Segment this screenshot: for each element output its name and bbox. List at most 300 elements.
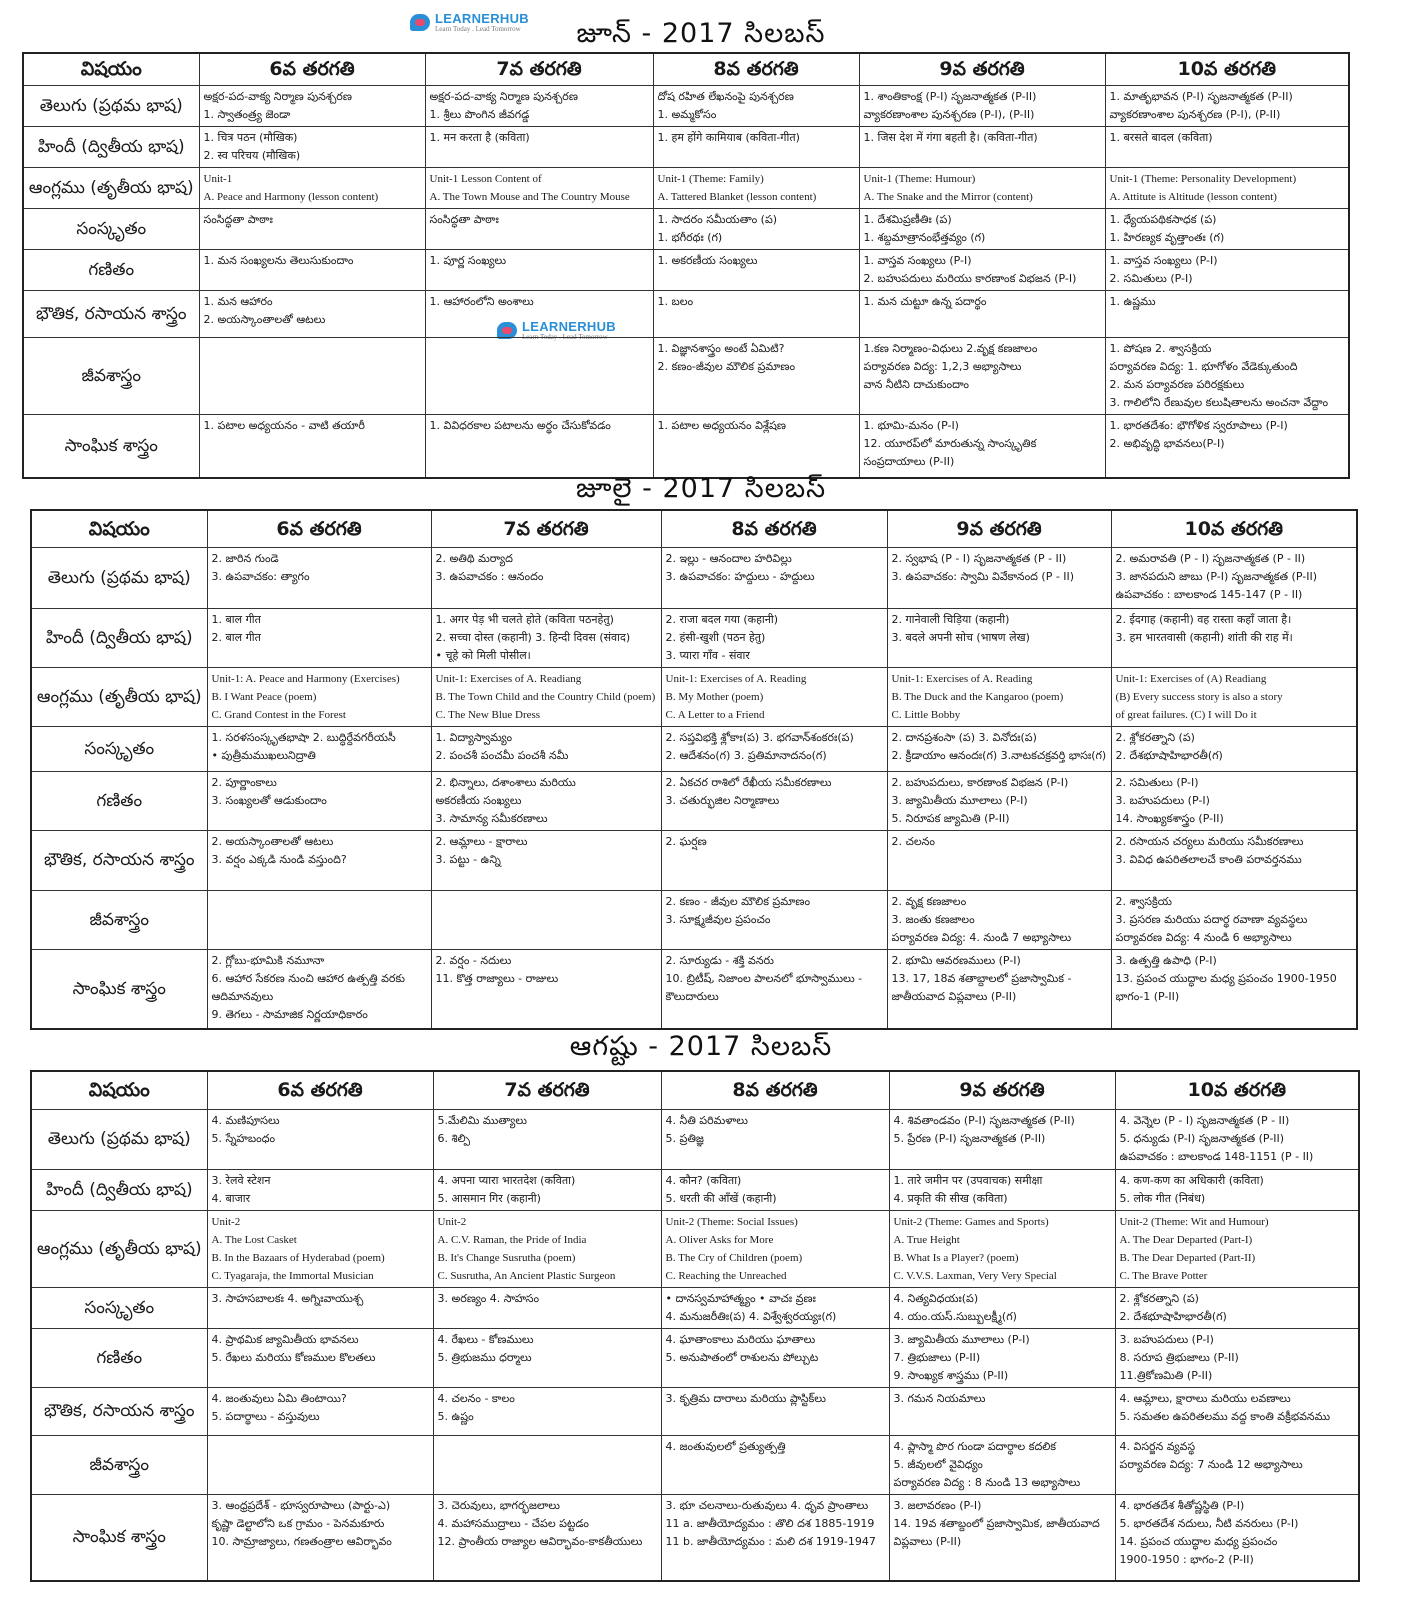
syllabus-cell — [661, 1494, 889, 1581]
syllabus-line: 1. ఆహారంలోని అంశాలు — [429, 294, 534, 308]
syllabus-line: 2. गानेवाली चिड़िया (कहानी) — [891, 612, 1010, 626]
subject-name: గణితం — [23, 249, 199, 290]
syllabus-line: 11 a. జాతీయోద్యమం : తొలి దశ 1885-1919 — [665, 1516, 875, 1530]
syllabus-line: B. It's Change Susrutha (poem) — [437, 1251, 576, 1264]
syllabus-cell — [889, 1109, 1115, 1169]
syllabus-line: 3. प्यारा गाँव - संवार — [665, 648, 750, 662]
syllabus-line: 11. కొత్త రాజ్యాలు - రాజులు — [435, 971, 559, 985]
syllabus-line: 2. భిన్నాలు, దశాంశాలు మరియు — [435, 775, 576, 789]
syllabus-cell — [1111, 890, 1357, 949]
syllabus-table — [30, 509, 1358, 1030]
syllabus-line: Unit-2 — [211, 1215, 241, 1228]
syllabus-cell — [859, 208, 1105, 249]
syllabus-line: 4. कण-कण का अधिकारी (कविता) — [1119, 1173, 1264, 1187]
syllabus-cell — [431, 830, 661, 890]
syllabus-line: 2. జారిన గుండె — [211, 551, 279, 565]
syllabus-line: అక్షర-పద-వాక్య నిర్మాణ పునశ్చరణ — [203, 89, 352, 103]
syllabus-cell — [1105, 208, 1349, 249]
subject-name: సంస్కృతం — [23, 208, 199, 249]
syllabus-line: C. Tyagaraja, the Immortal Musician — [211, 1269, 374, 1282]
syllabus-line: 5. త్రిభుజము ధర్మాలు — [437, 1350, 532, 1364]
syllabus-line: B. The Cry of Children (poem) — [665, 1251, 803, 1264]
syllabus-line: 2. బహుపదులు మరియు కారణాంక విభజన (P-I) — [863, 271, 1077, 285]
syllabus-cell — [889, 1210, 1115, 1287]
syllabus-line: 3. रेलवे स्टेशन — [211, 1173, 271, 1187]
syllabus-cell — [661, 1328, 889, 1387]
syllabus-line: 1. बरसते बादल (कविता) — [1109, 130, 1213, 144]
syllabus-cell — [653, 167, 859, 208]
syllabus-cell — [889, 1387, 1115, 1435]
syllabus-cell — [433, 1287, 661, 1328]
syllabus-line: Unit-2 — [437, 1215, 467, 1228]
subject-name: హిందీ (ద్వితీయ భాష) — [31, 608, 207, 667]
syllabus-cell — [859, 85, 1105, 126]
class-header: 7వ తరగతి — [425, 53, 653, 85]
syllabus-line: 8. సరూప త్రిభుజాలు (P-II) — [1119, 1350, 1239, 1364]
syllabus-line: 4. శివతాండవం (P-I) సృజనాత్మకత (P-II) — [893, 1113, 1075, 1127]
syllabus-line: 2. ईदगाह (कहानी) वह रास्ता कहाँ जाता है। — [1115, 612, 1292, 626]
syllabus-cell — [207, 667, 431, 726]
syllabus-line: 3. గమన నియమాలు — [893, 1391, 986, 1405]
syllabus-cell — [431, 667, 661, 726]
syllabus-cell — [207, 1387, 433, 1435]
syllabus-line: 2. రసాయన చర్యలు మరియు సమీకరణాలు — [1115, 834, 1304, 848]
syllabus-line: A. The Snake and the Mirror (content) — [863, 190, 1033, 203]
syllabus-line: 1. విజ్ఞానశాస్త్రం అంటే ఏమిటి? — [657, 341, 785, 355]
syllabus-line: 1. బలం — [657, 294, 694, 308]
syllabus-line: పర్యావరణ విద్య: 4 నుండి 6 అభ్యాసాలు — [1115, 930, 1292, 944]
syllabus-line: 1. దేశమిప్రణీతిః (ప) — [863, 212, 952, 226]
syllabus-line: 4. अपना प्यारा भारतदेश (कविता) — [437, 1173, 576, 1187]
syllabus-line: 1. बाल गीत — [211, 612, 261, 626]
syllabus-line: 5. భారతదేశ నదులు, నీటి వనరులు (P-I) — [1119, 1516, 1299, 1530]
syllabus-line: 2. కణం - జీవుల మౌలిక ప్రమాణం — [665, 894, 811, 908]
syllabus-line: 10. బ్రిటీష్, నిజాంల పాలనలో భూస్వాములు - — [665, 971, 863, 985]
syllabus-cell — [661, 1109, 889, 1169]
syllabus-cell — [887, 949, 1111, 1029]
syllabus-line: కౌలుదారులు — [665, 989, 719, 1003]
syllabus-cell — [887, 608, 1111, 667]
syllabus-cell — [859, 167, 1105, 208]
syllabus-line: 2. సమితులు (P-I) — [1115, 775, 1199, 789]
syllabus-line: 2. భూమి ఆవరణములు (P-I) — [891, 953, 1021, 967]
syllabus-line: Unit-1 Lesson Content of — [429, 172, 542, 185]
syllabus-cell — [199, 208, 425, 249]
syllabus-line: 3. ఉత్పత్తి ఉపాధి (P-I) — [1115, 953, 1217, 967]
syllabus-line: 4. మణిపూసలు — [211, 1113, 280, 1127]
syllabus-line: 1. వాస్తవ సంఖ్యలు (P-I) — [863, 253, 972, 267]
syllabus-line: 2. ఆదేశనం(గ) 3. ప్రతిమానాదనం(గ) — [665, 748, 827, 762]
syllabus-line: 2. చలనం — [891, 834, 935, 848]
syllabus-line: A. Tattered Blanket (lesson content) — [657, 190, 817, 203]
syllabus-line: సంసిద్ధతా పాఠాః — [203, 212, 273, 226]
syllabus-cell — [661, 1210, 889, 1287]
syllabus-line: A. C.V. Raman, the Pride of India — [437, 1233, 587, 1246]
syllabus-line: Unit-1: A. Peace and Harmony (Exercises) — [211, 672, 400, 685]
syllabus-line: A. True Height — [893, 1233, 960, 1246]
syllabus-line: • चूहे को मिली पोसील। — [435, 648, 531, 662]
syllabus-line: C. V.V.S. Laxman, Very Very Special — [893, 1269, 1057, 1282]
syllabus-line: 4. జంతువులలో ప్రత్యుత్పత్తి — [665, 1439, 786, 1453]
syllabus-cell — [1105, 414, 1349, 478]
syllabus-line: 1. వివిధరకాల పటాలను అర్థం చేసుకోవడం — [429, 418, 611, 432]
syllabus-line: 2. సప్తవిభక్తి శ్లోకాః(ప) 3. భగవాన్‌శంకరః(ప) — [665, 730, 854, 744]
syllabus-cell — [1105, 85, 1349, 126]
syllabus-cell — [1111, 726, 1357, 771]
syllabus-line: 5. धरती की आँखें (कहानी) — [665, 1191, 777, 1205]
syllabus-line: 1. శాంతికాంక్ష (P-I) సృజనాత్మకత (P-II) — [863, 89, 1037, 103]
header-row — [31, 510, 1357, 547]
syllabus-cell — [661, 771, 887, 830]
syllabus-cell — [433, 1169, 661, 1210]
subject-header: విషయం — [31, 510, 207, 547]
syllabus-cell — [425, 249, 653, 290]
syllabus-line: 2. స్వభాష (P - I) సృజనాత్మకత (P - II) — [891, 551, 1067, 565]
syllabus-line: Unit-1 (Theme: Humour) — [863, 172, 976, 185]
syllabus-line: 4. మహాసముద్రాలు - చేపల పట్టడం — [437, 1516, 590, 1530]
syllabus-line: 4. భారతదేశ శీతోష్ణస్థితి (P-I) — [1119, 1498, 1245, 1512]
syllabus-line: 2. శ్వాసక్రియ — [1115, 894, 1172, 908]
subject-name: గణితం — [31, 1328, 207, 1387]
syllabus-line: 13. 17, 18వ శతాబ్దాలలో ప్రజాస్వామిక - — [891, 971, 1072, 985]
syllabus-line: Unit-1: Exercises of (A) Readiang — [1115, 672, 1267, 685]
syllabus-cell — [859, 290, 1105, 337]
subject-row — [31, 1109, 1359, 1169]
syllabus-line: 4. విసర్జన వ్యవస్థ — [1119, 1439, 1196, 1453]
syllabus-cell — [661, 1435, 889, 1494]
syllabus-line: 3. జానపదుని జాబు (P-I) సృజనాత్మకత (P-II) — [1115, 569, 1317, 583]
syllabus-line: 3. కృత్రిమ దారాలు మరియు ప్లాస్టిక్‌లు — [665, 1391, 826, 1405]
syllabus-cell — [207, 608, 431, 667]
syllabus-line: 5. నిరూపక జ్యామితి (P-II) — [891, 811, 1010, 825]
subject-row — [23, 167, 1349, 208]
syllabus-line: సంసిద్ధతా పాఠాః — [429, 212, 499, 226]
syllabus-line: 1. మన ఆహారం — [203, 294, 273, 308]
class-header: 8వ తరగతి — [653, 53, 859, 85]
syllabus-cell — [1105, 167, 1349, 208]
syllabus-line: 2. ఆమ్లాలు - క్షారాలు — [435, 834, 528, 848]
header-row — [23, 53, 1349, 85]
syllabus-cell — [433, 1387, 661, 1435]
syllabus-line: 2. स्व परिचय (मौखिक) — [203, 148, 301, 162]
subject-name: భౌతిక, రసాయన శాస్త్రం — [31, 830, 207, 890]
subject-row — [23, 208, 1349, 249]
syllabus-line: of great failures. (C) I will Do it — [1115, 708, 1257, 721]
syllabus-cell — [653, 337, 859, 414]
syllabus-cell — [207, 1109, 433, 1169]
syllabus-cell — [433, 1435, 661, 1494]
syllabus-cell — [425, 208, 653, 249]
class-header: 10వ తరగతి — [1115, 1071, 1359, 1109]
logo-tagline: Learn Today . Lead Tomorrow — [435, 25, 521, 33]
syllabus-cell — [199, 337, 425, 414]
syllabus-line: ఉపవాచకం : బాలకాండ 145-147 (P - II) — [1115, 587, 1303, 601]
syllabus-line: 3. బహుపదులు (P-I) — [1119, 1332, 1214, 1346]
syllabus-cell — [433, 1109, 661, 1169]
subject-row — [31, 1287, 1359, 1328]
subject-name: భౌతిక, రసాయన శాస్త్రం — [23, 290, 199, 337]
syllabus-line: 4. మనుజరీతిః(ప) 4. విశ్వేశ్వరయ్యః(గ) — [665, 1309, 837, 1323]
syllabus-line: 2. దానప్రశంసా (ప) 3. వినోదః(ప) — [891, 730, 1037, 744]
syllabus-line: 1. మాతృభావన (P-I) సృజనాత్మకత (P-II) — [1109, 89, 1293, 103]
syllabus-line: 3. వర్షం ఎక్కడి నుండి వస్తుంది? — [211, 852, 347, 866]
syllabus-cell — [1115, 1494, 1359, 1581]
syllabus-line: 6. శిల్పి — [437, 1131, 471, 1145]
syllabus-line: 4. ఆమ్లాలు, క్షారాలు మరియు లవణాలు — [1119, 1391, 1291, 1405]
syllabus-line: 1. సరళసంస్కృతభాషా 2. బుద్ధిర్దేవగరీయసీ — [211, 730, 396, 744]
syllabus-line: A. Peace and Harmony (lesson content) — [203, 190, 379, 203]
syllabus-line: దోష రహిత లేఖనంపై పునశ్చరణ — [657, 89, 794, 103]
syllabus-line: 2. శ్లోకరత్నాని (ప) — [1119, 1291, 1199, 1305]
syllabus-cell — [653, 414, 859, 478]
syllabus-cell — [887, 771, 1111, 830]
syllabus-cell — [859, 414, 1105, 478]
syllabus-line: 2. కణం-జీవుల మౌలిక ప్రమాణం — [657, 359, 796, 373]
syllabus-cell — [889, 1169, 1115, 1210]
syllabus-line: 12. ప్రాంతీయ రాజ్యాల ఆవిర్భావం-కాకతీయులు — [437, 1534, 643, 1548]
syllabus-cell — [661, 1387, 889, 1435]
class-header: 8వ తరగతి — [661, 1071, 889, 1109]
syllabus-cell — [207, 1287, 433, 1328]
syllabus-line: 2. వృక్ష కణజాలం — [891, 894, 967, 908]
subject-name: హిందీ (ద్వితీయ భాష) — [23, 126, 199, 167]
syllabus-line: 12. యూరప్‌లో మారుతున్న సాంస్కృతిక — [863, 436, 1037, 450]
syllabus-cell — [199, 414, 425, 478]
syllabus-cell — [1105, 249, 1349, 290]
syllabus-table — [22, 52, 1350, 479]
syllabus-line: 5. స్నేహబంధం — [211, 1131, 276, 1145]
syllabus-line: 5. అనుపాతంలో రాశులను పోల్చుట — [665, 1350, 819, 1364]
subject-name: జీవశాస్త్రం — [31, 1435, 207, 1494]
syllabus-cell — [653, 85, 859, 126]
syllabus-cell — [1111, 830, 1357, 890]
syllabus-line: పర్యావరణ విద్య : 8 నుండి 13 అభ్యాసాలు — [893, 1475, 1081, 1489]
syllabus-cell — [425, 126, 653, 167]
subject-name: సాంఘిక శాస్త్రం — [31, 949, 207, 1029]
syllabus-cell — [661, 547, 887, 608]
syllabus-line: Unit-1: Exercises of A. Reading — [891, 672, 1033, 685]
syllabus-cell — [1115, 1210, 1359, 1287]
syllabus-line: అక్షర-పద-వాక్య నిర్మాణ పునశ్చరణ — [429, 89, 578, 103]
syllabus-line: C. Reaching the Unreached — [665, 1269, 787, 1282]
syllabus-line: 2. శ్లోకరత్నాని (ప) — [1115, 730, 1195, 744]
syllabus-line: C. Little Bobby — [891, 708, 961, 721]
subject-name: తెలుగు (ప్రథమ భాష) — [31, 1109, 207, 1169]
syllabus-cell — [207, 1435, 433, 1494]
syllabus-line: 5. ధన్యుడు (P-I) సృజనాత్మకత (P-II) — [1119, 1131, 1285, 1145]
subject-name: గణితం — [31, 771, 207, 830]
subject-name: ఆంగ్లము (తృతీయ భాష) — [31, 1210, 207, 1287]
syllabus-cell — [1111, 667, 1357, 726]
syllabus-line: 1. चित्र पठन (मौखिक) — [203, 130, 298, 144]
subject-row — [31, 1328, 1359, 1387]
syllabus-cell — [1115, 1387, 1359, 1435]
syllabus-cell — [887, 547, 1111, 608]
class-header: 9వ తరగతి — [889, 1071, 1115, 1109]
syllabus-line: 11 b. జాతీయోద్యమం : మలి దశ 1919-1947 — [665, 1534, 876, 1548]
syllabus-line: పర్యావరణ విద్య: 1,2,3 అభ్యాసాలు — [863, 359, 1022, 373]
syllabus-cell — [889, 1287, 1115, 1328]
syllabus-cell — [207, 890, 431, 949]
syllabus-line: 3. సాహసబాలకః 4. అగ్నిఃవాయుశ్చ — [211, 1291, 364, 1305]
syllabus-line: 5. आसमान गिर (कहानी) — [437, 1191, 541, 1205]
syllabus-line: 3. ఉపవాచకం: స్వామి వివేకానంద (P - II) — [891, 569, 1075, 583]
syllabus-line: 2. సూర్యుడు - శక్తి వనరు — [665, 953, 774, 967]
syllabus-line: 4. రేఖలు - కోణములు — [437, 1332, 534, 1346]
syllabus-line: 3. ప్రసరణ మరియు పదార్థ రవాణా వ్యవస్థలు — [1115, 912, 1308, 926]
syllabus-cell — [1111, 608, 1357, 667]
syllabus-line: 2. క్రీడాయాం ఆనందః(గ) 3.నాటకచక్రవర్తి భాసః(గ) — [891, 748, 1107, 762]
subject-name: సాంఘిక శాస్త్రం — [23, 414, 199, 478]
syllabus-cell — [431, 949, 661, 1029]
syllabus-line: 2. గ్లోబు-భూమికి నమూనా — [211, 953, 325, 967]
syllabus-line: 1.కణ నిర్మాణం-విధులు 2.వృక్ష కణజాలం — [863, 341, 1038, 355]
syllabus-cell — [889, 1435, 1115, 1494]
syllabus-cell — [1115, 1169, 1359, 1210]
syllabus-line: కృష్ణా డెల్టాలోని ఒక గ్రామం - పెనమకూరు — [211, 1516, 385, 1530]
class-header: 8వ తరగతి — [661, 510, 887, 547]
subject-row — [23, 414, 1349, 478]
section-title: జూన్ - 2017 సిలబస్ — [576, 18, 826, 49]
section-title: జూలై - 2017 సిలబస్ — [575, 473, 827, 504]
syllabus-cell — [207, 1328, 433, 1387]
syllabus-line: 6. ఆహార సేకరణ నుంచి ఆహార ఉత్పత్తి వరకు — [211, 971, 405, 985]
syllabus-cell — [859, 249, 1105, 290]
syllabus-line: 1. अगर पेड़ भी चलते होते (कविता पठनहेतु) — [435, 612, 614, 626]
syllabus-line: 2. ఇల్లు - ఆనందాల హరివిల్లు — [665, 551, 792, 565]
syllabus-line: 1. जिस देश में गंगा बहती है। (कविता-गीत) — [863, 130, 1038, 144]
syllabus-line: 1. పటాల అధ్యయనం విశ్లేషణ — [657, 418, 786, 432]
syllabus-line: వాన నీటిని దాచుకుందాం — [863, 377, 969, 391]
syllabus-cell — [431, 771, 661, 830]
syllabus-line: 5. लोक गीत (निबंध) — [1119, 1191, 1206, 1205]
syllabus-cell — [207, 949, 431, 1029]
syllabus-line: A. The Town Mouse and The Country Mouse — [429, 190, 630, 203]
syllabus-line: 4. చలనం - కాలం — [437, 1391, 515, 1405]
subject-row — [31, 1210, 1359, 1287]
syllabus-cell — [425, 167, 653, 208]
syllabus-line: 5. ఉష్ణం — [437, 1409, 474, 1423]
syllabus-line: 2. बाल गीत — [211, 630, 261, 644]
syllabus-line: 1. పూర్ణ సంఖ్యలు — [429, 253, 507, 267]
syllabus-cell — [425, 290, 653, 337]
class-header: 10వ తరగతి — [1111, 510, 1357, 547]
subject-row — [31, 949, 1357, 1029]
syllabus-line: 10. సామ్రాజ్యాలు, గణతంత్రాల ఆవిర్భావం — [211, 1534, 392, 1548]
syllabus-cell — [207, 771, 431, 830]
syllabus-line: 2. బహుపదులు, కారణాంక విభజన (P-I) — [891, 775, 1069, 789]
syllabus-cell — [889, 1494, 1115, 1581]
syllabus-line: 5. సమతల ఉపరితలము వద్ద కాంతి వక్రీభవనము — [1119, 1409, 1331, 1423]
syllabus-line: 1. हम होंगे कामियाब (कविता-गीत) — [657, 130, 800, 144]
syllabus-line: (B) Every success story is also a story — [1115, 690, 1283, 703]
syllabus-line: 1. మన సంఖ్యలను తెలుసుకుందాం — [203, 253, 354, 267]
syllabus-line: B. My Mother (poem) — [665, 690, 764, 703]
syllabus-line: 4. యం.యస్.సుబ్బులక్ష్మీ(గ) — [893, 1309, 1017, 1323]
syllabus-line: 3. పట్టు - ఉన్ని — [435, 852, 501, 866]
syllabus-cell — [661, 1287, 889, 1328]
syllabus-cell — [1111, 547, 1357, 608]
subject-name: ఆంగ్లము (తృతీయ భాష) — [31, 667, 207, 726]
subject-name: సంస్కృతం — [31, 726, 207, 771]
syllabus-line: 2. అమరావతి (P - I) సృజనాత్మకత (P - II) — [1115, 551, 1306, 565]
syllabus-line: B. The Dear Departed (Part-II) — [1119, 1251, 1256, 1264]
header-row — [31, 1071, 1359, 1109]
subject-name: జీవశాస్త్రం — [31, 890, 207, 949]
syllabus-line: సంప్రదాయాలు (P-II) — [863, 454, 955, 468]
syllabus-line: 2. राजा बदल गया (कहानी) — [665, 612, 779, 626]
syllabus-line: ఉపవాచకం : బాలకాండ 148-1151 (P - II) — [1119, 1149, 1314, 1163]
syllabus-line: 3. అరణ్యం 4. సాహసం — [437, 1291, 540, 1305]
syllabus-cell — [661, 830, 887, 890]
syllabus-cell — [207, 1169, 433, 1210]
syllabus-cell — [1111, 771, 1357, 830]
subject-name: హిందీ (ద్వితీయ భాష) — [31, 1169, 207, 1210]
subject-row — [23, 249, 1349, 290]
syllabus-line: 1. तारे जमीन पर (उपवाचक) समीक्षा — [893, 1173, 1043, 1187]
syllabus-line: 4. నీతి పరిమళాలు — [665, 1113, 748, 1127]
syllabus-table — [30, 1070, 1360, 1582]
syllabus-line: 2. సమితులు (P-I) — [1109, 271, 1193, 285]
syllabus-line: 14. సాంఖ్యకశాస్త్రం (P-II) — [1115, 811, 1224, 825]
syllabus-line: 4. జంతువులు ఏమి తింటాయి? — [211, 1391, 347, 1405]
syllabus-cell — [653, 249, 859, 290]
subject-row — [31, 726, 1357, 771]
syllabus-line: 3. గాలిలోని రేణువుల కలుషితాలను అంచనా వేద్దాం — [1109, 395, 1329, 409]
syllabus-line: B. In the Bazaars of Hyderabad (poem) — [211, 1251, 385, 1264]
syllabus-line: 3. జ్యామితీయ మూలాలు (P-I) — [891, 793, 1028, 807]
syllabus-line: 1. పోషణ 2. శ్వాసక్రియ — [1109, 341, 1212, 355]
syllabus-line: 9. తెగలు - సామాజిక నిర్ణయాధికారం — [211, 1007, 368, 1021]
syllabus-line: 3. बदले अपनी सोच (भाषण लेख) — [891, 630, 1030, 644]
syllabus-line: విప్లవాలు (P-II) — [893, 1534, 962, 1548]
syllabus-line: 1. శ్రీలు పొంగిన జీవగడ్డ — [429, 107, 530, 121]
syllabus-cell — [661, 667, 887, 726]
class-header: 6వ తరగతి — [207, 1071, 433, 1109]
syllabus-line: Unit-2 (Theme: Wit and Humour) — [1119, 1215, 1269, 1228]
syllabus-cell — [889, 1328, 1115, 1387]
syllabus-cell — [199, 167, 425, 208]
syllabus-line: 14. ప్రపంచ యుద్ధాల మధ్య ప్రపంచం — [1119, 1534, 1278, 1548]
subject-row — [31, 1387, 1359, 1435]
syllabus-line: 2. అతిథి మర్యాద — [435, 551, 513, 565]
syllabus-line: పర్యావరణ విద్య: 1. భూగోళం వేడెక్కుతుంది — [1109, 359, 1298, 373]
syllabus-line: 1. భూమి-మనం (P-I) — [863, 418, 959, 432]
syllabus-line: Unit-1 — [203, 172, 233, 185]
syllabus-cell — [207, 830, 431, 890]
syllabus-cell — [887, 890, 1111, 949]
syllabus-line: A. Oliver Asks for More — [665, 1233, 774, 1246]
syllabus-cell — [431, 608, 661, 667]
subject-row — [23, 290, 1349, 337]
syllabus-line: B. What Is a Player? (poem) — [893, 1251, 1019, 1264]
syllabus-cell — [425, 85, 653, 126]
syllabus-line: పర్యావరణ విద్య: 7 నుండి 12 అభ్యాసాలు — [1119, 1457, 1303, 1471]
syllabus-cell — [431, 726, 661, 771]
class-header: 7వ తరగతి — [433, 1071, 661, 1109]
syllabus-line: 1. मन करता है (कविता) — [429, 130, 530, 144]
subject-row — [31, 547, 1357, 608]
syllabus-line: A. Attitute is Altitude (lesson content) — [1109, 190, 1277, 203]
syllabus-line: 4. ప్రాథమిక జ్యామితీయ భావనలు — [211, 1332, 359, 1346]
syllabus-cell — [661, 608, 887, 667]
subject-row — [31, 1435, 1359, 1494]
logo-name: LEARNERHUB — [435, 11, 529, 26]
class-header: 6వ తరగతి — [199, 53, 425, 85]
syllabus-cell — [433, 1210, 661, 1287]
syllabus-line: 2. ఘర్షణ — [665, 834, 707, 848]
syllabus-line: 1. మన చుట్టూ ఉన్న పదార్థం — [863, 294, 987, 308]
